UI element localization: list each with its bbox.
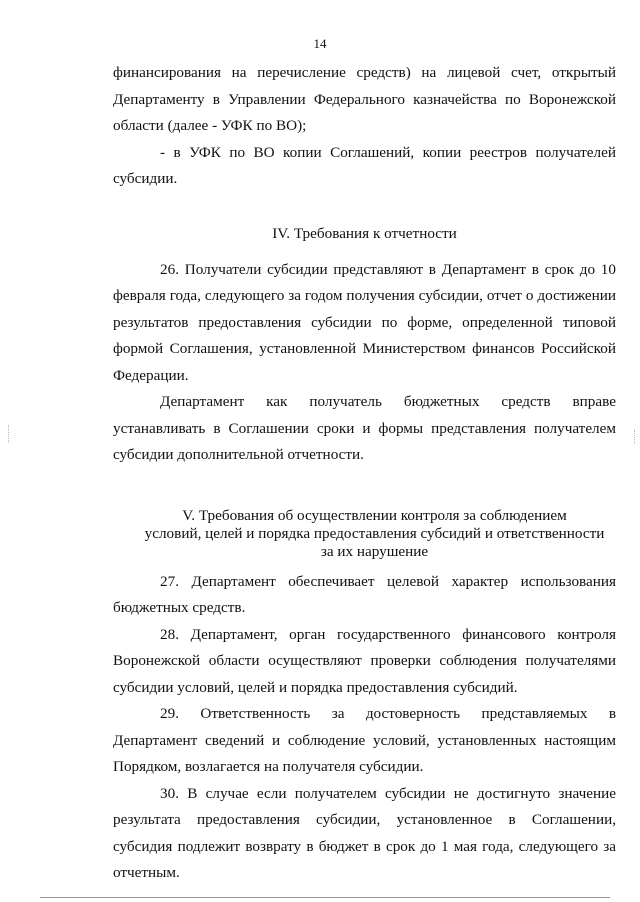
paragraph-ufk-copies: - в УФК по ВО копии Соглашений, копии реестров получателей субсидии.: [113, 143, 616, 187]
paragraph-30: 30. В случае если получателем субсидии не достигнуто значение результата предоставления субсидии, установленное в Соглашении, субсидия подлежит возврату в бюджет в срок до 1 мая года, следующего за отчетным.: [113, 784, 616, 881]
document-body: [113, 60, 616, 887]
word: как: [266, 393, 288, 410]
page-number: 14: [313, 36, 327, 51]
paragraph-department-rights: [113, 389, 616, 469]
page-bottom-edge: [40, 897, 610, 898]
word: бюджетных: [403, 393, 480, 410]
paragraph-28: 28. Департамент, орган государственного финансового контроля Воронежской области осуществляют проверки соблюдения получателями субсидии условий, целей и порядка предоставления субсидий.: [113, 625, 616, 696]
section-v-title: [113, 507, 616, 561]
paragraph-27: 27. Департамент обеспечивает целевой характер использования бюджетных средств.: [113, 572, 616, 616]
section-v-title-line-1: V. Требования об осуществлении контроля за соблюдением: [182, 506, 567, 524]
paragraph-29: 29. Ответственность за достоверность представляемых в Департамент сведений и соблюдение условий, установленных настоящим Порядком, возлагается на получателя субсидии.: [113, 705, 616, 775]
word: вправе: [572, 393, 616, 410]
scan-artifact-left: [8, 425, 10, 443]
word: получатель: [309, 393, 382, 410]
paragraph-rest: устанавливать в Соглашении сроки и формы представления получателем субсидии дополнительной отчетности.: [113, 419, 616, 463]
section-v-title-line-2: условий, целей и порядка предоставления субсидий и ответственности: [144, 524, 605, 542]
paragraph-26: 26. Получатели субсидии представляют в Департамент в срок до 10 февраля года, следующего за годом получения субсидии, отчет о достижении результатов предоставления субсидии по форме, определенной типовой формой Соглашения, установленной Министерством финансов Российской Федерации.: [113, 260, 616, 384]
paragraph-continuation: финансирования на перечисление средств) на лицевой счет, открытый Департаменту в Управлении Федерального казначейства по Воронежской области (далее - УФК по ВО);: [113, 64, 616, 134]
section-iv-title: IV. Требования к отчетности: [272, 224, 457, 242]
word: средств: [501, 393, 551, 410]
section-v-title-line-3: за их нарушение: [320, 542, 429, 560]
word: Департамент: [160, 393, 245, 410]
scan-artifact-right: [634, 430, 636, 444]
paragraph-first-line: [113, 389, 616, 416]
